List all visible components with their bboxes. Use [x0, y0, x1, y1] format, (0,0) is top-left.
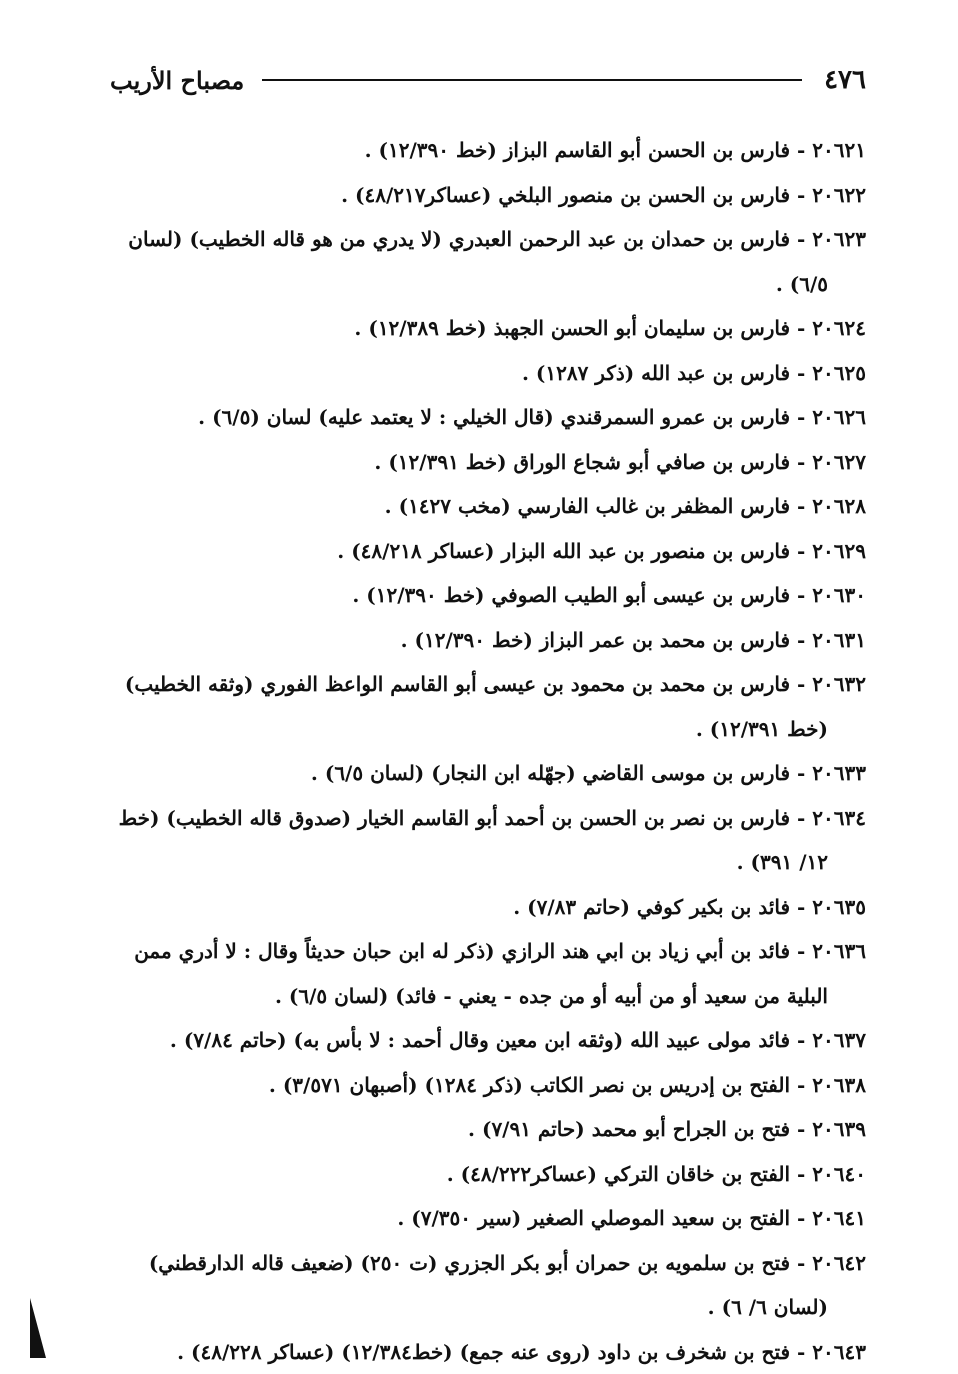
entry-20622: ٢٠٦٢٢ - فارس بن الحسن بن منصور البلخي (عساكر٤٨/٢١٧) . [104, 173, 866, 218]
entry-20640: ٢٠٦٤٠ - الفتح بن خاقان التركي (عساكر٤٨/٢٢٢) . [104, 1152, 866, 1197]
entry-20636: ٢٠٦٣٦ - فائد بن أبي زياد بن ابي هند الرازي (ذكر له ابن حبان حديثاً وقال : لا أدري ممن البلية من سعيد أو من أبيه أو من جده - يعني - فائد) (لسان ٦/٥) . [104, 929, 866, 1018]
entry-list [104, 128, 866, 1374]
entry-20633: ٢٠٦٣٣ - فارس بن موسى القاضي (جهّله ابن النجار) (لسان ٦/٥) . [104, 751, 866, 796]
entry-20631: ٢٠٦٣١ - فارس بن محمد بن عمر البزاز (خط ١٢/٣٩٠) . [104, 618, 866, 663]
header-rule [262, 79, 802, 81]
entry-20628: ٢٠٦٢٨ - فارس المظفر بن غالب الفارسي (مخب ١٤٢٧) . [104, 484, 866, 529]
entry-20634: ٢٠٦٣٤ - فارس بن نصر بن الحسن بن أحمد أبو القاسم الخيار (صدوق قاله الخطيب) (خط ١٢/ ٣٩١) . [104, 796, 866, 885]
entry-20626: ٢٠٦٢٦ - فارس بن عمرو السمرقندي (قال الخيلي : لا يعتمد عليه) لسان (٦/٥) . [104, 395, 866, 440]
page-header [110, 62, 866, 98]
book-title: مصباح الأريب [110, 66, 254, 95]
entry-20641: ٢٠٦٤١ - الفتح بن سعيد الموصلي الصغير (سير ٧/٣٥٠) . [104, 1196, 866, 1241]
entry-20625: ٢٠٦٢٥ - فارس بن عبد الله (ذكر ١٢٨٧) . [104, 351, 866, 396]
entry-20629: ٢٠٦٢٩ - فارس بن منصور بن عبد الله البزار (عساكر ٤٨/٢١٨) . [104, 529, 866, 574]
entry-20639: ٢٠٦٣٩ - فتح بن الجراح أبو محمد (حاتم ٧/٩١) . [104, 1107, 866, 1152]
entry-20621: ٢٠٦٢١ - فارس بن الحسن أبو القاسم البزاز (خط ١٢/٣٩٠) . [104, 128, 866, 173]
entry-20632: ٢٠٦٣٢ - فارس بن محمد بن محمود بن عيسى أبو القاسم الواعظ الفوري (وثقه الخطيب) (خط ١٢/٣٩١) . [104, 662, 866, 751]
entry-20627: ٢٠٦٢٧ - فارس بن صافي أبو شجاع الوراق (خط ١٢/٣٩١) . [104, 440, 866, 485]
entry-20635: ٢٠٦٣٥ - فائد بن بكير كوفي (حاتم ٧/٨٣) . [104, 885, 866, 930]
entry-20643: ٢٠٦٤٣ - فتح بن شخرف بن داود (روى عنه جمع) (خط١٢/٣٨٤) (عساكر ٤٨/٢٢٨) . [104, 1330, 866, 1374]
page-number: ٤٧٦ [810, 65, 866, 95]
entry-20623: ٢٠٦٢٣ - فارس بن حمدان بن عبد الرحمن العبدري (لا يدري من هو قاله الخطيب) (لسان ٦/٥) . [104, 217, 866, 306]
entry-20642: ٢٠٦٤٢ - فتح بن سلمويه بن حمران أبو بكر الجزري (ت ٢٥٠) (ضعيف قاله الدارقطني) (لسان ٦/ ٦) . [104, 1241, 866, 1330]
scan-corner-mark [30, 1298, 46, 1358]
entry-20637: ٢٠٦٣٧ - فائد مولى عبيد الله (وثقه ابن معين وقال أحمد : لا بأس به) (حاتم ٧/٨٤) . [104, 1018, 866, 1063]
entry-20638: ٢٠٦٣٨ - الفتح بن إدريس بن نصر الكاتب (ذكر ١٢٨٤) (أصبهان ٣/٥٧١) . [104, 1063, 866, 1108]
entry-20624: ٢٠٦٢٤ - فارس بن سليمان أبو الحسن الجهبذ (خط ١٢/٣٨٩) . [104, 306, 866, 351]
entry-20630: ٢٠٦٣٠ - فارس بن عيسى أبو الطيب الصوفي (خط ١٢/٣٩٠) . [104, 573, 866, 618]
